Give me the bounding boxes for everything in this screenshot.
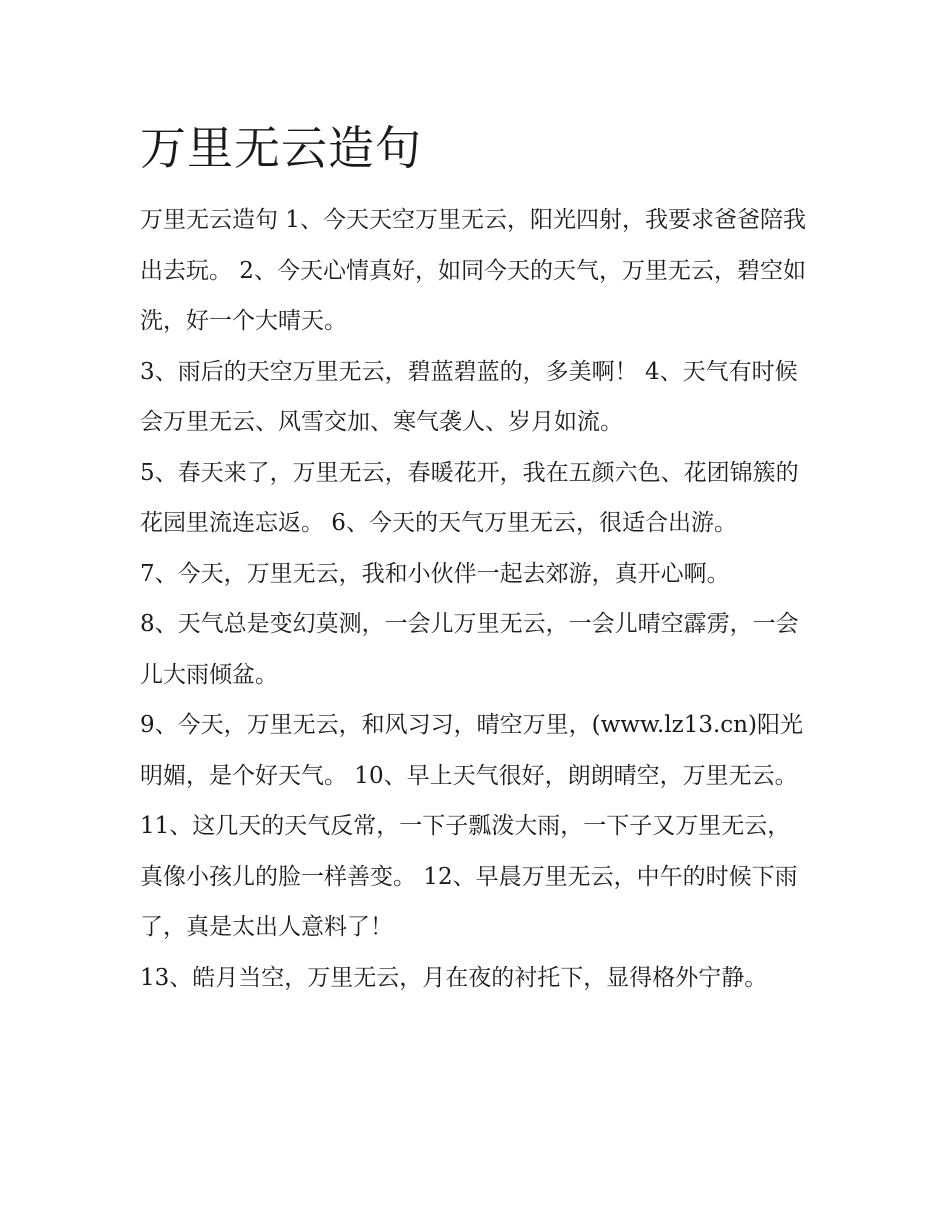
document-body bbox=[140, 195, 810, 1003]
paragraph: 5、春天来了，万里无云，春暖花开，我在五颜六色、花团锦簇的花园里流连忘返。 6、今天的天气万里无云，很适合出游。 bbox=[140, 459, 799, 536]
paragraph: 11、这几天的天气反常，一下子瓢泼大雨，一下子又万里无云，真像小孩儿的脸一样善变。 12、早晨万里无云，中午的时候下雨了，真是太出人意料了！ bbox=[140, 813, 798, 940]
paragraph: 13、皓月当空，万里无云，月在夜的衬托下，显得格外宁静。 bbox=[140, 964, 768, 991]
paragraph: 万里无云造句 1、今天天空万里无云，阳光四射，我要求爸爸陪我出去玩。 2、今天心情真好，如同今天的天气，万里无云，碧空如洗，好一个大晴天。 bbox=[140, 207, 806, 334]
paragraph: 7、今天，万里无云，我和小伙伴一起去郊游，真开心啊。 bbox=[140, 560, 730, 587]
paragraph: 8、天气总是变幻莫测，一会儿万里无云，一会儿晴空霹雳，一会儿大雨倾盆。 bbox=[140, 611, 799, 688]
document-title: 万里无云造句 bbox=[140, 121, 422, 175]
paragraph: 9、今天，万里无云，和风习习，晴空万里，(www.lz13.cn)阳光明媚，是个好天气。 10、早上天气很好，朗朗晴空，万里无云。 bbox=[140, 712, 803, 789]
paragraph: 3、雨后的天空万里无云，碧蓝碧蓝的，多美啊！ 4、天气有时候会万里无云、风雪交加、寒气袭人、岁月如流。 bbox=[140, 358, 798, 435]
